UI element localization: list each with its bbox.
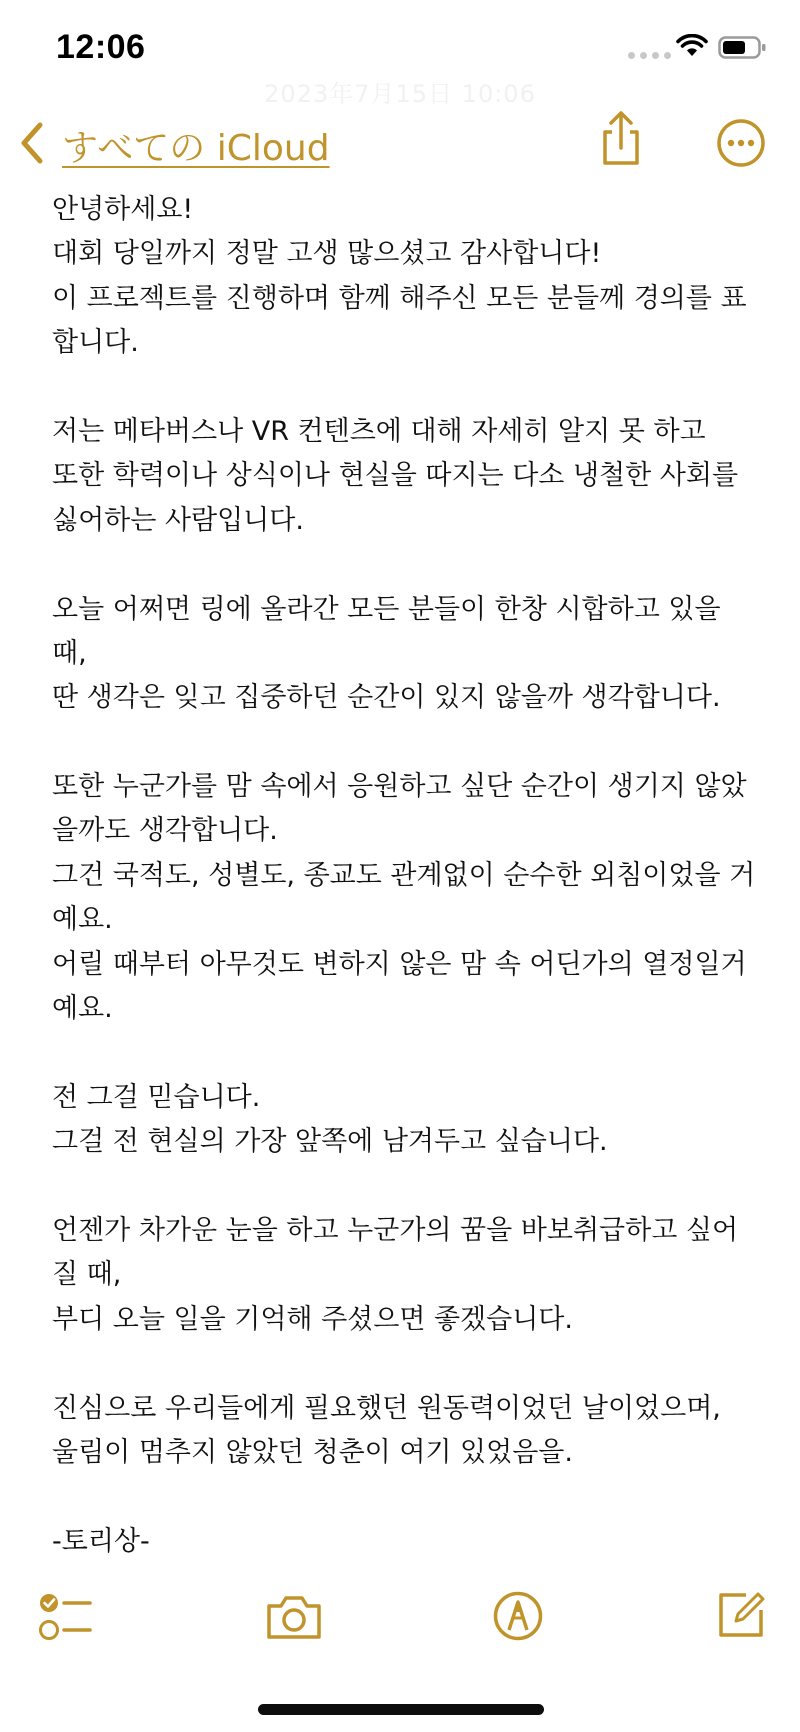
note-line: 합니다. <box>52 327 139 359</box>
status-time: 12:06 <box>56 28 146 66</box>
note-line: 싫어하는 사람입니다. <box>52 504 304 536</box>
note-line: 부디 오늘 일을 기억해 주셨으면 좋겠습니다. <box>52 1303 573 1335</box>
note-line: 울림이 멈추지 않았던 청춘이 여기 있었음을. <box>52 1436 573 1468</box>
note-line: 예요. <box>52 993 113 1025</box>
note-line <box>52 543 762 587</box>
compose-icon[interactable] <box>716 1590 766 1640</box>
note-line <box>52 1342 762 1386</box>
note-line: 어릴 때부터 아무것도 변하지 않은 맘 속 어딘가의 열정일거 <box>52 948 747 980</box>
note-line: 질 때, <box>52 1259 122 1291</box>
cellular-dots-icon <box>628 52 671 59</box>
home-indicator <box>258 1704 544 1715</box>
note-line: 딴 생각은 잊고 집중하던 순간이 있지 않을까 생각합니다. <box>52 682 721 714</box>
note-line: 전 그걸 믿습니다. <box>52 1081 261 1113</box>
note-line <box>52 1165 762 1209</box>
chevron-left-icon[interactable] <box>16 120 48 166</box>
note-line: 오늘 어쩌면 링에 올라간 모든 분들이 한창 시합하고 있을 <box>52 593 721 625</box>
camera-icon[interactable] <box>264 1592 324 1642</box>
wifi-icon <box>676 34 708 58</box>
note-line <box>52 366 762 410</box>
note-line: 또한 학력이나 상식이나 현실을 따지는 다소 냉철한 사회를 <box>52 460 739 492</box>
note-line: 때, <box>52 637 87 669</box>
note-line: 언젠가 차가운 눈을 하고 누군가의 꿈을 바보취급하고 싶어 <box>52 1214 739 1246</box>
battery-icon <box>718 36 768 60</box>
bottom-toolbar <box>0 1580 800 1660</box>
note-line: 예요. <box>52 904 113 936</box>
note-line: -토리상- <box>52 1525 150 1557</box>
note-line: 그걸 전 현실의 가장 앞쪽에 남겨두고 싶습니다. <box>52 1126 608 1158</box>
note-date: 2023年7月15日 10:06 <box>264 80 536 108</box>
note-line <box>52 721 762 765</box>
note-line: 대회 당일까지 정말 고생 많으셨고 감사합니다! <box>52 238 602 270</box>
note-line: 진심으로 우리들에게 필요했던 원동력이었던 날이었으며, <box>52 1392 721 1424</box>
back-button[interactable]: すべての iCloud <box>62 128 330 169</box>
markup-icon[interactable] <box>492 1590 544 1642</box>
note-line: 을까도 생각합니다. <box>52 815 278 847</box>
checklist-icon[interactable] <box>38 1592 94 1644</box>
navigation-bar <box>0 110 800 180</box>
note-text-area[interactable] <box>52 188 762 1564</box>
note-line: 저는 메타버스나 VR 컨텐츠에 대해 자세히 알지 못 하고 <box>52 415 706 447</box>
note-line: 이 프로젝트를 진행하며 함께 해주신 모든 분들께 경의를 표 <box>52 282 747 314</box>
more-icon[interactable] <box>716 118 766 168</box>
note-line: 또한 누군가를 맘 속에서 응원하고 싶단 순간이 생기지 않았 <box>52 771 747 803</box>
note-line <box>52 1475 762 1519</box>
note-line: 안녕하세요! <box>52 194 194 225</box>
share-icon[interactable] <box>598 110 644 168</box>
note-line <box>52 1031 762 1075</box>
note-line: 그건 국적도, 성별도, 종교도 관계없이 순수한 외침이었을 거 <box>52 859 756 891</box>
